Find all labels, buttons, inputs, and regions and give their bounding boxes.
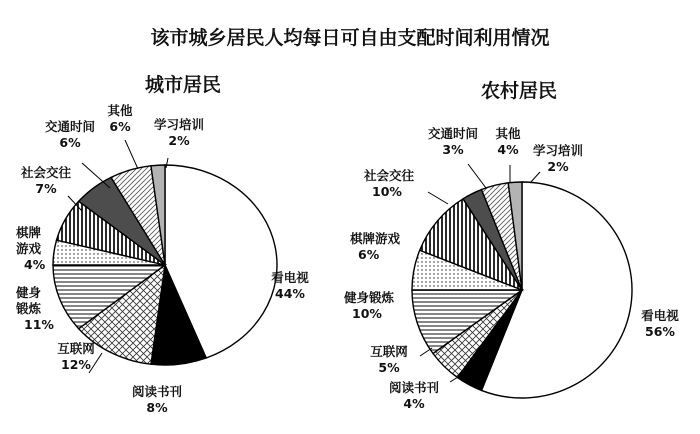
- slice-value-rural-study: 2%: [547, 159, 569, 174]
- slice-label-urban-tv: 看电视 44%: [271, 270, 309, 301]
- slice-value-rural-games: 6%: [358, 247, 380, 262]
- slice-label-rural-social: 社会交往 10%: [364, 168, 415, 199]
- slice-value-urban-other: 6%: [109, 119, 131, 134]
- slice-value-rural-social: 10%: [372, 184, 402, 199]
- slice-label-urban-fitness: 健身锻炼 11%: [16, 285, 54, 332]
- slice-value-urban-tv: 44%: [275, 286, 305, 301]
- leader-line-urban-commute: [82, 163, 110, 188]
- slice-value-urban-commute: 6%: [59, 135, 81, 150]
- leader-line-rural-social: [428, 192, 448, 204]
- slice-label-rural-reading: 阅读书刊 4%: [388, 380, 440, 411]
- slice-value-rural-commute: 3%: [442, 142, 464, 157]
- slice-value-rural-fitness: 10%: [352, 306, 382, 321]
- slice-label-rural-internet: 互联网 5%: [370, 344, 408, 375]
- slice-label-urban-games: 棋牌游戏 4%: [16, 225, 46, 272]
- slice-label-urban-commute: 交通时间 6%: [44, 119, 96, 150]
- pie-title-rural: 农村居民: [480, 80, 558, 102]
- leader-line-rural-commute: [468, 164, 486, 188]
- figure-title: 该市城乡居民人均每日可自由支配时间利用情况: [150, 27, 550, 49]
- slice-value-rural-tv: 56%: [645, 324, 675, 339]
- slice-value-urban-reading: 8%: [146, 400, 168, 415]
- slice-label-rural-fitness: 健身锻炼 10%: [344, 290, 395, 321]
- slice-label-urban-reading: 阅读书刊 8%: [131, 384, 183, 415]
- leader-line-rural-study: [530, 172, 540, 183]
- slice-label-rural-tv: 看电视 56%: [641, 308, 679, 339]
- slice-label-rural-other: 其他 4%: [495, 126, 521, 157]
- slice-label-urban-social: 社会交往 7%: [20, 165, 72, 196]
- pie-title-urban: 城市居民: [144, 74, 222, 96]
- slice-label-urban-internet: 互联网 12%: [57, 341, 95, 372]
- slice-value-urban-fitness: 11%: [24, 317, 54, 332]
- leader-line-urban-other: [125, 140, 138, 169]
- slice-label-urban-study: 学习培训 2%: [153, 117, 205, 148]
- slice-label-rural-commute: 交通时间 3%: [427, 126, 479, 157]
- pie-chart-urban: [15, 73, 309, 415]
- slice-label-rural-study: 学习培训 2%: [532, 143, 584, 174]
- slice-value-rural-other: 4%: [497, 142, 519, 157]
- slice-value-urban-internet: 12%: [61, 357, 91, 372]
- leader-line-rural-internet: [420, 348, 432, 356]
- slice-value-rural-reading: 4%: [403, 396, 425, 411]
- slice-label-rural-games: 棋牌游戏 6%: [350, 231, 401, 262]
- slice-label-urban-other: 其他 6%: [107, 103, 133, 134]
- slice-value-urban-games: 4%: [24, 257, 46, 272]
- pie-chart-rural: [343, 79, 679, 411]
- slice-value-urban-study: 2%: [168, 133, 190, 148]
- slice-value-urban-social: 7%: [35, 181, 57, 196]
- slice-value-rural-internet: 5%: [378, 360, 400, 375]
